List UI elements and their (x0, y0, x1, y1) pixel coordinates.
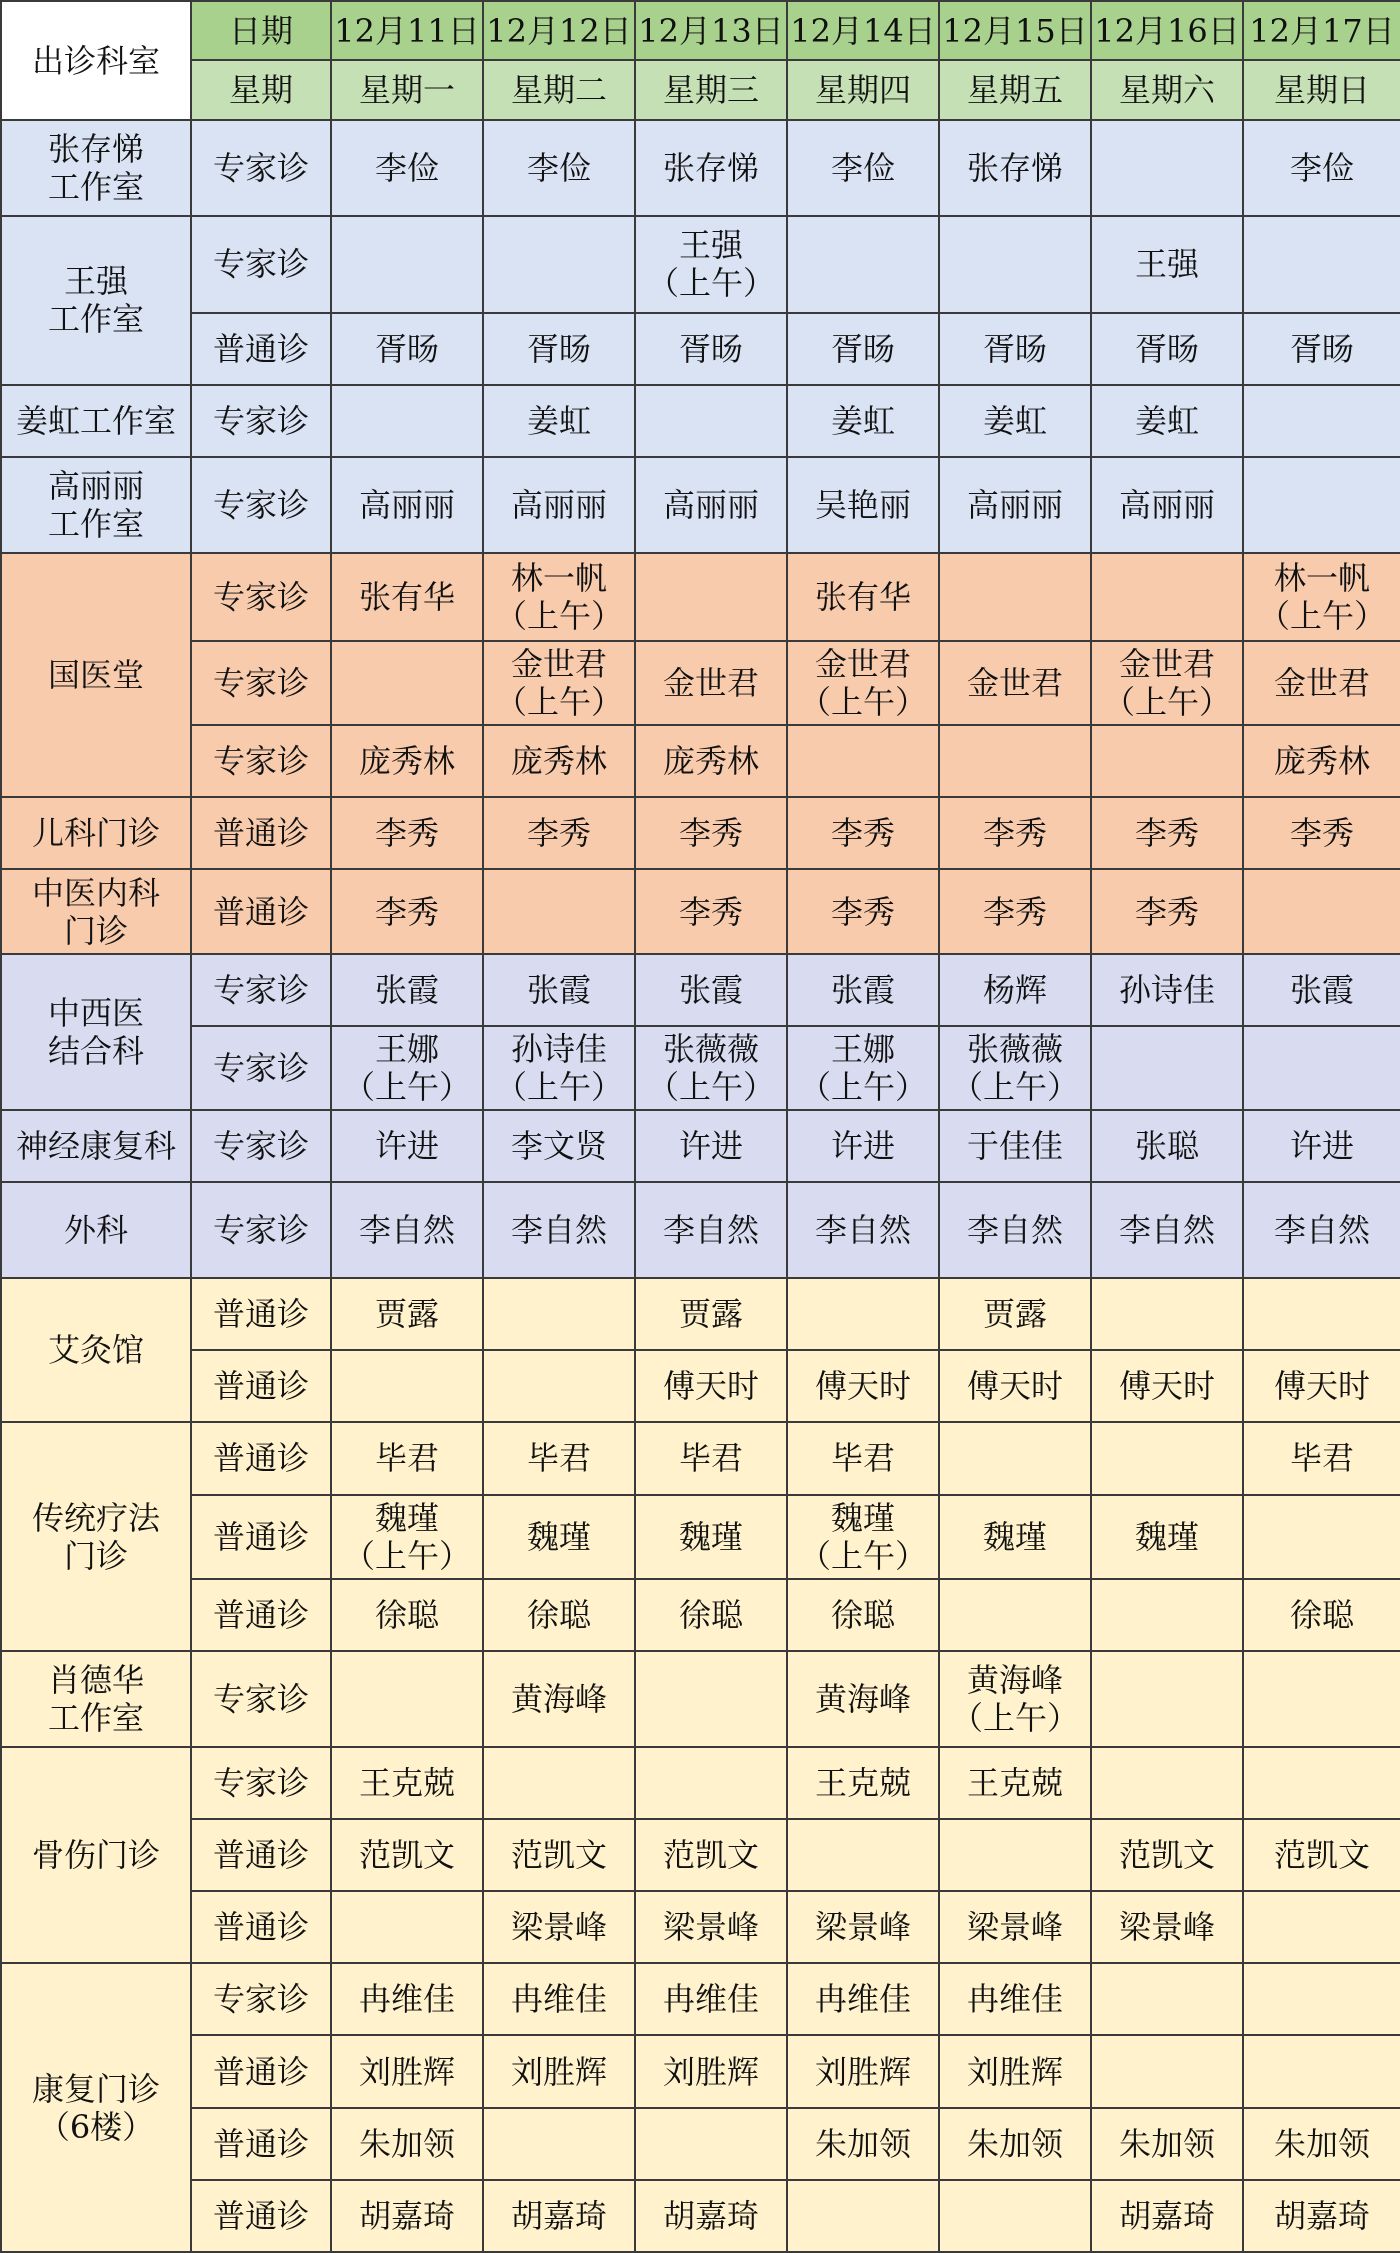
doctor-cell: 李自然 (483, 1182, 635, 1278)
doctor-cell: 高丽丽 (483, 457, 635, 553)
doctor-cell: 胡嘉琦 (483, 2180, 635, 2252)
table-row (1, 313, 1400, 385)
department-name: 张存悌 工作室 (1, 120, 191, 216)
doctor-cell: 冉维佳 (483, 1963, 635, 2035)
doctor-cell: 林一帆 （上午） (483, 553, 635, 641)
doctor-cell: 许进 (1243, 1110, 1400, 1182)
doctor-cell: 黄海峰 (787, 1651, 939, 1747)
doctor-cell: 李秀 (1243, 797, 1400, 869)
doctor-cell: 许进 (787, 1110, 939, 1182)
doctor-cell (787, 216, 939, 312)
doctor-cell: 高丽丽 (635, 457, 787, 553)
doctor-cell: 王克兢 (787, 1747, 939, 1819)
weekday-cell: 星期一 (331, 60, 483, 120)
doctor-cell: 胥旸 (1243, 313, 1400, 385)
department-name: 传统疗法 门诊 (1, 1422, 191, 1650)
clinic-type: 普通诊 (191, 1579, 331, 1651)
doctor-cell (483, 1747, 635, 1819)
department-name: 儿科门诊 (1, 797, 191, 869)
doctor-cell: 魏瑾 (635, 1495, 787, 1579)
table-row (1, 385, 1400, 457)
doctor-cell: 梁景峰 (1091, 1891, 1243, 1963)
doctor-cell (331, 216, 483, 312)
clinic-type: 专家诊 (191, 1963, 331, 2035)
table-row (1, 1819, 1400, 1891)
doctor-cell: 金世君 (939, 641, 1091, 725)
doctor-cell: 金世君 (635, 641, 787, 725)
doctor-cell: 庞秀林 (635, 725, 787, 797)
doctor-cell: 金世君 （上午） (1091, 641, 1243, 725)
doctor-cell (1091, 553, 1243, 641)
doctor-cell (331, 1891, 483, 1963)
clinic-type: 专家诊 (191, 553, 331, 641)
clinic-type: 普通诊 (191, 1278, 331, 1350)
department-name: 康复门诊 （6楼） (1, 1963, 191, 2252)
doctor-cell: 胥旸 (939, 313, 1091, 385)
doctor-cell (1243, 1747, 1400, 1819)
table-row (1, 2108, 1400, 2180)
doctor-cell: 王娜 （上午） (331, 1026, 483, 1110)
doctor-cell: 胥旸 (483, 313, 635, 385)
doctor-cell: 张有华 (787, 553, 939, 641)
clinic-type: 专家诊 (191, 725, 331, 797)
doctor-cell (939, 1422, 1091, 1494)
clinic-type: 专家诊 (191, 1182, 331, 1278)
doctor-cell: 孙诗佳 (1091, 954, 1243, 1026)
department-name: 国医堂 (1, 553, 191, 797)
doctor-cell: 张薇薇 （上午） (939, 1026, 1091, 1110)
doctor-cell: 孙诗佳 （上午） (483, 1026, 635, 1110)
doctor-cell: 姜虹 (483, 385, 635, 457)
doctor-cell: 徐聪 (787, 1579, 939, 1651)
doctor-cell: 朱加领 (787, 2108, 939, 2180)
doctor-cell: 徐聪 (1243, 1579, 1400, 1651)
clinic-type: 专家诊 (191, 641, 331, 725)
table-row (1, 1495, 1400, 1579)
department-name: 高丽丽 工作室 (1, 457, 191, 553)
doctor-cell: 范凯文 (331, 1819, 483, 1891)
table-row (1, 1579, 1400, 1651)
doctor-cell: 金世君 （上午） (787, 641, 939, 725)
clinic-type: 普通诊 (191, 1350, 331, 1422)
weekday-label: 星期 (191, 60, 331, 120)
department-name: 中医内科 门诊 (1, 869, 191, 953)
doctor-cell: 范凯文 (1243, 1819, 1400, 1891)
date-cell: 12月17日 (1243, 1, 1400, 60)
doctor-cell (939, 216, 1091, 312)
doctor-cell: 傅天时 (1091, 1350, 1243, 1422)
corner-label: 出诊科室 (1, 1, 191, 120)
doctor-cell: 王强 (1091, 216, 1243, 312)
doctor-cell: 高丽丽 (939, 457, 1091, 553)
doctor-cell: 庞秀林 (331, 725, 483, 797)
clinic-type: 普通诊 (191, 797, 331, 869)
doctor-cell (483, 869, 635, 953)
doctor-cell: 胥旸 (331, 313, 483, 385)
doctor-cell: 胡嘉琦 (635, 2180, 787, 2252)
doctor-cell (483, 1278, 635, 1350)
clinic-type: 专家诊 (191, 1026, 331, 1110)
doctor-cell: 张存悌 (635, 120, 787, 216)
table-row (1, 1747, 1400, 1819)
table-row (1, 216, 1400, 312)
department-name: 姜虹工作室 (1, 385, 191, 457)
doctor-cell (331, 1651, 483, 1747)
doctor-cell: 梁景峰 (483, 1891, 635, 1963)
table-row (1, 1278, 1400, 1350)
clinic-type: 专家诊 (191, 1747, 331, 1819)
doctor-cell: 李秀 (787, 797, 939, 869)
doctor-cell (1091, 1026, 1243, 1110)
doctor-cell (1243, 457, 1400, 553)
clinic-type: 专家诊 (191, 1110, 331, 1182)
doctor-cell: 傅天时 (1243, 1350, 1400, 1422)
doctor-cell (939, 725, 1091, 797)
doctor-cell: 冉维佳 (635, 1963, 787, 2035)
doctor-cell (787, 1278, 939, 1350)
doctor-cell: 毕君 (787, 1422, 939, 1494)
doctor-cell: 黄海峰 (483, 1651, 635, 1747)
doctor-cell: 林一帆 （上午） (1243, 553, 1400, 641)
doctor-cell: 毕君 (635, 1422, 787, 1494)
doctor-cell: 王娜 （上午） (787, 1026, 939, 1110)
table-row (1, 1891, 1400, 1963)
doctor-cell: 毕君 (1243, 1422, 1400, 1494)
date-cell: 12月12日 (483, 1, 635, 60)
doctor-cell: 张存悌 (939, 120, 1091, 216)
doctor-cell: 刘胜辉 (635, 2035, 787, 2107)
doctor-cell: 姜虹 (787, 385, 939, 457)
doctor-cell: 徐聪 (635, 1579, 787, 1651)
clinic-type: 普通诊 (191, 2035, 331, 2107)
table-row (1, 797, 1400, 869)
doctor-cell: 李自然 (787, 1182, 939, 1278)
doctor-cell: 李俭 (483, 120, 635, 216)
doctor-cell: 杨辉 (939, 954, 1091, 1026)
clinic-type: 普通诊 (191, 1891, 331, 1963)
doctor-cell: 金世君 （上午） (483, 641, 635, 725)
doctor-cell: 庞秀林 (1243, 725, 1400, 797)
doctor-cell (1243, 2035, 1400, 2107)
doctor-cell: 徐聪 (483, 1579, 635, 1651)
doctor-cell: 魏瑾 （上午） (331, 1495, 483, 1579)
doctor-cell: 刘胜辉 (939, 2035, 1091, 2107)
doctor-cell: 张霞 (483, 954, 635, 1026)
doctor-cell (1243, 1891, 1400, 1963)
weekday-cell: 星期四 (787, 60, 939, 120)
doctor-cell (939, 1579, 1091, 1651)
doctor-cell (1091, 1278, 1243, 1350)
date-label: 日期 (191, 1, 331, 60)
clinic-type: 专家诊 (191, 385, 331, 457)
doctor-cell: 李秀 (635, 869, 787, 953)
department-name: 王强 工作室 (1, 216, 191, 384)
doctor-cell (1091, 725, 1243, 797)
doctor-cell: 胡嘉琦 (1091, 2180, 1243, 2252)
doctor-cell: 朱加领 (1243, 2108, 1400, 2180)
doctor-cell: 胡嘉琦 (1243, 2180, 1400, 2252)
doctor-cell (787, 1819, 939, 1891)
doctor-cell: 范凯文 (635, 1819, 787, 1891)
doctor-cell (1091, 1579, 1243, 1651)
doctor-cell: 魏瑾 (939, 1495, 1091, 1579)
department-name: 艾灸馆 (1, 1278, 191, 1422)
doctor-cell: 张霞 (331, 954, 483, 1026)
doctor-cell: 魏瑾 (483, 1495, 635, 1579)
doctor-cell: 刘胜辉 (331, 2035, 483, 2107)
doctor-cell (1091, 2035, 1243, 2107)
table-row (1, 725, 1400, 797)
doctor-cell: 姜虹 (939, 385, 1091, 457)
doctor-cell: 李秀 (483, 797, 635, 869)
doctor-cell: 张霞 (635, 954, 787, 1026)
doctor-cell: 张霞 (787, 954, 939, 1026)
doctor-cell (483, 1350, 635, 1422)
table-row (1, 1110, 1400, 1182)
doctor-cell: 傅天时 (787, 1350, 939, 1422)
doctor-cell: 冉维佳 (939, 1963, 1091, 2035)
clinic-type: 普通诊 (191, 1495, 331, 1579)
doctor-cell: 许进 (635, 1110, 787, 1182)
doctor-cell (1091, 1651, 1243, 1747)
doctor-cell: 朱加领 (331, 2108, 483, 2180)
doctor-cell: 许进 (331, 1110, 483, 1182)
clinic-type: 普通诊 (191, 313, 331, 385)
header-row-dates (1, 1, 1400, 60)
doctor-cell (635, 385, 787, 457)
doctor-cell (1243, 1651, 1400, 1747)
doctor-cell: 毕君 (331, 1422, 483, 1494)
clinic-type: 专家诊 (191, 457, 331, 553)
clinic-type: 普通诊 (191, 869, 331, 953)
doctor-cell: 高丽丽 (1091, 457, 1243, 553)
table-row (1, 1651, 1400, 1747)
header-row-weekdays (1, 60, 1400, 120)
doctor-cell: 朱加领 (939, 2108, 1091, 2180)
doctor-cell: 李俭 (787, 120, 939, 216)
doctor-cell: 魏瑾 （上午） (787, 1495, 939, 1579)
doctor-cell: 梁景峰 (635, 1891, 787, 1963)
doctor-cell: 贾露 (331, 1278, 483, 1350)
doctor-cell (635, 1651, 787, 1747)
weekday-cell: 星期三 (635, 60, 787, 120)
doctor-cell: 毕君 (483, 1422, 635, 1494)
doctor-cell: 张聪 (1091, 1110, 1243, 1182)
doctor-cell: 姜虹 (1091, 385, 1243, 457)
table-row (1, 1182, 1400, 1278)
doctor-cell (1091, 1422, 1243, 1494)
doctor-cell: 李文贤 (483, 1110, 635, 1182)
table-row (1, 1422, 1400, 1494)
doctor-cell (1243, 385, 1400, 457)
table-row (1, 2035, 1400, 2107)
doctor-cell (635, 2108, 787, 2180)
department-name: 外科 (1, 1182, 191, 1278)
doctor-cell: 张霞 (1243, 954, 1400, 1026)
doctor-cell: 李自然 (331, 1182, 483, 1278)
doctor-cell: 王强 （上午） (635, 216, 787, 312)
doctor-cell (1243, 1495, 1400, 1579)
doctor-cell: 贾露 (939, 1278, 1091, 1350)
doctor-cell: 魏瑾 (1091, 1495, 1243, 1579)
department-name: 神经康复科 (1, 1110, 191, 1182)
doctor-cell: 李秀 (331, 797, 483, 869)
doctor-cell: 王克兢 (331, 1747, 483, 1819)
table-row (1, 2180, 1400, 2252)
table-row (1, 641, 1400, 725)
doctor-cell (635, 1747, 787, 1819)
table-row (1, 954, 1400, 1026)
doctor-cell: 李秀 (1091, 797, 1243, 869)
doctor-cell: 李自然 (1091, 1182, 1243, 1278)
doctor-cell: 于佳佳 (939, 1110, 1091, 1182)
clinic-type: 专家诊 (191, 120, 331, 216)
doctor-cell (1243, 1026, 1400, 1110)
clinic-type: 普通诊 (191, 1422, 331, 1494)
doctor-cell (787, 725, 939, 797)
clinic-type: 专家诊 (191, 954, 331, 1026)
date-cell: 12月16日 (1091, 1, 1243, 60)
doctor-cell: 范凯文 (483, 1819, 635, 1891)
date-cell: 12月15日 (939, 1, 1091, 60)
doctor-cell: 傅天时 (939, 1350, 1091, 1422)
doctor-cell: 冉维佳 (787, 1963, 939, 2035)
doctor-cell (483, 2108, 635, 2180)
table-row (1, 1963, 1400, 2035)
weekday-cell: 星期五 (939, 60, 1091, 120)
doctor-cell (939, 1819, 1091, 1891)
doctor-cell: 李秀 (939, 869, 1091, 953)
doctor-cell (331, 385, 483, 457)
clinic-type: 普通诊 (191, 2180, 331, 2252)
doctor-cell: 李自然 (1243, 1182, 1400, 1278)
doctor-cell (939, 553, 1091, 641)
doctor-cell (1243, 869, 1400, 953)
doctor-cell (1091, 120, 1243, 216)
doctor-cell (1091, 1747, 1243, 1819)
doctor-cell: 刘胜辉 (483, 2035, 635, 2107)
doctor-cell: 李自然 (635, 1182, 787, 1278)
department-name: 中西医 结合科 (1, 954, 191, 1110)
department-name: 骨伤门诊 (1, 1747, 191, 1963)
doctor-cell: 李秀 (1091, 869, 1243, 953)
clinic-type: 普通诊 (191, 2108, 331, 2180)
doctor-cell (1091, 1963, 1243, 2035)
doctor-cell: 梁景峰 (787, 1891, 939, 1963)
clinic-type: 专家诊 (191, 1651, 331, 1747)
doctor-cell: 贾露 (635, 1278, 787, 1350)
doctor-cell: 王克兢 (939, 1747, 1091, 1819)
doctor-cell: 李秀 (939, 797, 1091, 869)
doctor-cell: 李秀 (331, 869, 483, 953)
doctor-cell: 胥旸 (635, 313, 787, 385)
doctor-cell (635, 553, 787, 641)
doctor-cell (1243, 1963, 1400, 2035)
table-row (1, 553, 1400, 641)
table-row (1, 457, 1400, 553)
doctor-cell: 李秀 (787, 869, 939, 953)
doctor-cell (1243, 216, 1400, 312)
doctor-cell (483, 216, 635, 312)
doctor-cell: 刘胜辉 (787, 2035, 939, 2107)
date-cell: 12月11日 (331, 1, 483, 60)
doctor-cell: 李俭 (331, 120, 483, 216)
doctor-cell (939, 2180, 1091, 2252)
clinic-type: 普通诊 (191, 1819, 331, 1891)
doctor-cell: 张有华 (331, 553, 483, 641)
doctor-cell: 傅天时 (635, 1350, 787, 1422)
doctor-cell (331, 641, 483, 725)
doctor-cell (1243, 1278, 1400, 1350)
department-name: 肖德华 工作室 (1, 1651, 191, 1747)
doctor-cell: 金世君 (1243, 641, 1400, 725)
weekday-cell: 星期二 (483, 60, 635, 120)
doctor-cell: 胥旸 (787, 313, 939, 385)
doctor-cell: 梁景峰 (939, 1891, 1091, 1963)
doctor-cell: 胡嘉琦 (331, 2180, 483, 2252)
doctor-cell (787, 2180, 939, 2252)
weekday-cell: 星期日 (1243, 60, 1400, 120)
doctor-cell: 徐聪 (331, 1579, 483, 1651)
doctor-cell: 吴艳丽 (787, 457, 939, 553)
table-row (1, 869, 1400, 953)
doctor-cell: 冉维佳 (331, 1963, 483, 2035)
doctor-cell: 朱加领 (1091, 2108, 1243, 2180)
doctor-cell: 张薇薇 （上午） (635, 1026, 787, 1110)
table-row (1, 120, 1400, 216)
date-cell: 12月14日 (787, 1, 939, 60)
doctor-cell (331, 1350, 483, 1422)
weekday-cell: 星期六 (1091, 60, 1243, 120)
doctor-cell: 庞秀林 (483, 725, 635, 797)
doctor-cell: 黄海峰 （上午） (939, 1651, 1091, 1747)
doctor-cell: 李自然 (939, 1182, 1091, 1278)
doctor-cell: 胥旸 (1091, 313, 1243, 385)
doctor-cell: 范凯文 (1091, 1819, 1243, 1891)
doctor-cell: 李秀 (635, 797, 787, 869)
table-row (1, 1350, 1400, 1422)
doctor-cell: 李俭 (1243, 120, 1400, 216)
date-cell: 12月13日 (635, 1, 787, 60)
doctor-cell: 高丽丽 (331, 457, 483, 553)
clinic-type: 专家诊 (191, 216, 331, 312)
table-row (1, 1026, 1400, 1110)
